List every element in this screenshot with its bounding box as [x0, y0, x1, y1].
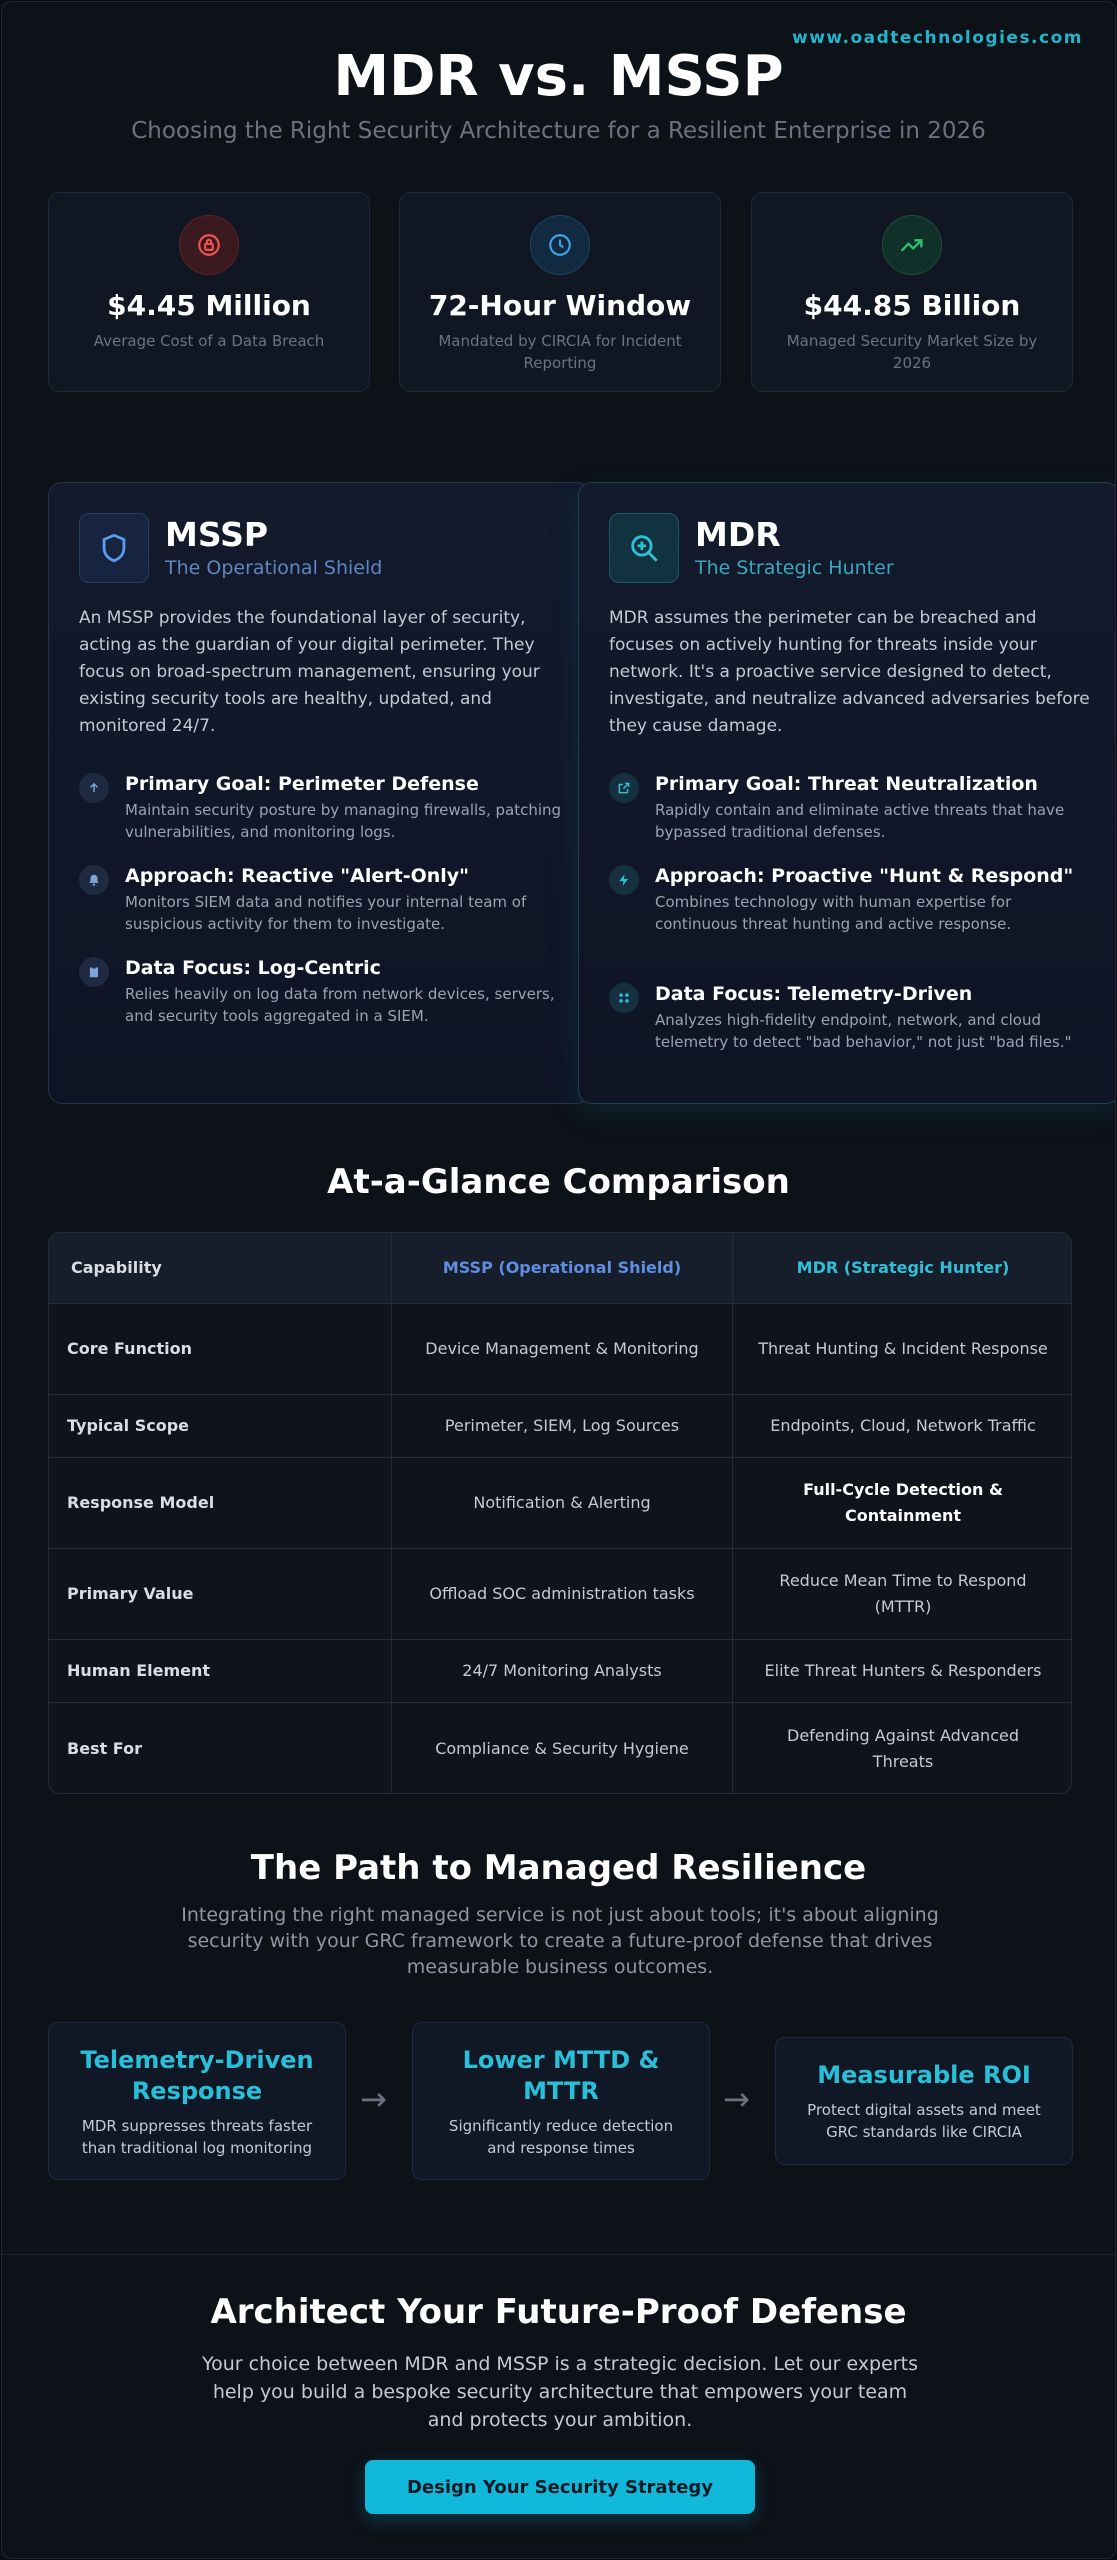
row-capability: Human Element [67, 1661, 211, 1680]
row-mdr: Elite Threat Hunters & Responders [732, 1640, 1072, 1702]
mdr-feature [609, 863, 1093, 935]
mdr-feature [609, 771, 1093, 843]
feature-desc: Rapidly contain and eliminate active threats that have bypassed traditional defenses. [655, 801, 1065, 841]
row-mdr: Threat Hunting & Incident Response [732, 1304, 1072, 1394]
feature-title: Data Focus: Log-Centric [125, 957, 381, 979]
mssp-title: MSSP [165, 515, 269, 554]
section-divider [2, 2254, 1115, 2255]
mdr-subtitle: The Strategic Hunter [695, 557, 894, 579]
search-plus-icon [609, 513, 679, 583]
feature-title: Data Focus: Telemetry-Driven [655, 983, 973, 1005]
stat-value: $44.85 Billion [803, 289, 1021, 322]
feature-desc: Relies heavily on log data from network devices, servers, and security tools aggregated in a SIEM. [125, 985, 555, 1025]
row-capability: Typical Scope [67, 1416, 190, 1435]
step-card [412, 2022, 710, 2180]
grid-icon [609, 983, 639, 1013]
table-row [49, 1303, 1071, 1394]
header-mssp: MSSP (Operational Shield) [391, 1233, 732, 1303]
stat-label: Mandated by CIRCIA for Incident Reporting [438, 332, 682, 372]
external-link-icon [609, 773, 639, 803]
stat-label: Managed Security Market Size by 2026 [786, 332, 1038, 372]
table-header-row [49, 1233, 1071, 1303]
header-mdr: MDR (Strategic Hunter) [732, 1233, 1072, 1303]
row-mdr: Defending Against Advanced Threats [732, 1703, 1072, 1794]
row-mssp: Compliance & Security Hygiene [391, 1703, 732, 1794]
row-mssp: Offload SOC administration tasks [391, 1549, 732, 1639]
step-title: Telemetry-Driven Response [80, 2046, 314, 2105]
mssp-subtitle: The Operational Shield [165, 557, 383, 579]
feature-title: Primary Goal: Threat Neutralization [655, 773, 1038, 795]
step-desc: Significantly reduce detection and response times [448, 2117, 674, 2157]
mssp-description: An MSSP provides the foundational layer of security, acting as the guardian of your digital perimeter. They focus on broad-spectrum management, ensuring your existing security tools are healthy, updated, and monitored 24/7. [79, 608, 540, 736]
table-row [49, 1548, 1071, 1639]
shield-icon [79, 513, 149, 583]
row-capability: Best For [67, 1739, 142, 1758]
stat-label: Average Cost of a Data Breach [93, 332, 325, 350]
stat-card-market-size [751, 192, 1073, 392]
step-card [775, 2037, 1073, 2165]
arrow-right-icon: → [360, 2080, 387, 2118]
row-capability: Response Model [67, 1493, 215, 1512]
step-title: Lower MTTD & MTTR [462, 2046, 660, 2105]
row-capability: Core Function [67, 1339, 192, 1358]
clipboard-icon [79, 957, 109, 987]
feature-title: Approach: Reactive "Alert-Only" [125, 865, 470, 887]
mssp-feature [79, 863, 563, 935]
stat-card-reporting-window [399, 192, 721, 392]
step-desc: MDR suppresses threats faster than traditional log monitoring [81, 2117, 313, 2157]
cta-subtitle: Your choice between MDR and MSSP is a strategic decision. Let our experts help you build a bespoke security architecture that empowers your team and protects your ambition. [202, 2353, 918, 2431]
header-capability: Capability [71, 1258, 162, 1277]
row-mssp: Notification & Alerting [391, 1458, 732, 1548]
mssp-feature [79, 771, 563, 843]
row-mssp: 24/7 Monitoring Analysts [391, 1640, 732, 1702]
feature-desc: Monitors SIEM data and notifies your internal team of suspicious activity for them to investigate. [125, 893, 527, 933]
stat-value: 72-Hour Window [428, 289, 692, 322]
step-desc: Protect digital assets and meet GRC standards like CIRCIA [807, 2101, 1041, 2141]
infographic-page [1, 1, 1116, 2559]
feature-desc: Analyzes high-fidelity endpoint, network, and cloud telemetry to detect "bad behavior," not just "bad files." [655, 1011, 1072, 1051]
row-mssp: Device Management & Monitoring [391, 1304, 732, 1394]
mdr-feature [609, 981, 1093, 1053]
cta-title: Architect Your Future-Proof Defense [210, 2292, 907, 2332]
mdr-title: MDR [695, 515, 781, 554]
row-mdr: Endpoints, Cloud, Network Traffic [732, 1395, 1072, 1457]
lock-icon [179, 215, 239, 275]
table-row [49, 1702, 1071, 1794]
feature-desc: Combines technology with human expertise for continuous threat hunting and active response. [655, 893, 1012, 933]
table-row [49, 1457, 1071, 1548]
table-row [49, 1639, 1071, 1702]
stat-card-breach-cost [48, 192, 370, 392]
stat-value: $4.45 Million [107, 289, 311, 322]
arrow-up-icon [79, 773, 109, 803]
clock-icon [530, 215, 590, 275]
page-title: MDR vs. MSSP [333, 44, 784, 109]
row-mssp: Perimeter, SIEM, Log Sources [391, 1395, 732, 1457]
row-mdr: Full-Cycle Detection & Containment [732, 1458, 1072, 1548]
comparison-table [48, 1232, 1072, 1794]
feature-title: Approach: Proactive "Hunt & Respond" [655, 865, 1074, 887]
mssp-card [48, 482, 590, 1104]
path-subtitle: Integrating the right managed service is not just about tools; it's about aligning security with your GRC framework to create a future-proof defense that drives measurable business outcomes. [181, 1904, 939, 1978]
path-title: The Path to Managed Resilience [250, 1848, 867, 1888]
design-strategy-button[interactable]: Design Your Security Strategy [365, 2460, 755, 2514]
step-card [48, 2022, 346, 2180]
row-mdr: Reduce Mean Time to Respond (MTTR) [732, 1549, 1072, 1639]
site-url[interactable]: www.oadtechnologies.com [791, 28, 1083, 48]
comparison-title: At-a-Glance Comparison [327, 1162, 790, 1202]
trend-up-icon [882, 215, 942, 275]
arrow-right-icon: → [723, 2080, 750, 2118]
feature-desc: Maintain security posture by managing firewalls, patching vulnerabilities, and monitoring logs. [125, 801, 562, 841]
page-subtitle: Choosing the Right Security Architecture for a Resilient Enterprise in 2026 [131, 118, 986, 144]
mssp-feature [79, 955, 563, 1027]
mdr-description: MDR assumes the perimeter can be breached and focuses on actively hunting for threats inside your network. It's a proactive service designed to detect, investigate, and neutralize advanced adversaries before they cause damage. [609, 608, 1090, 736]
step-title: Measurable ROI [817, 2061, 1031, 2089]
bell-icon [79, 865, 109, 895]
bolt-icon [609, 865, 639, 895]
table-row [49, 1394, 1071, 1457]
mdr-card [578, 482, 1116, 1104]
feature-title: Primary Goal: Perimeter Defense [125, 773, 479, 795]
row-capability: Primary Value [67, 1584, 194, 1603]
